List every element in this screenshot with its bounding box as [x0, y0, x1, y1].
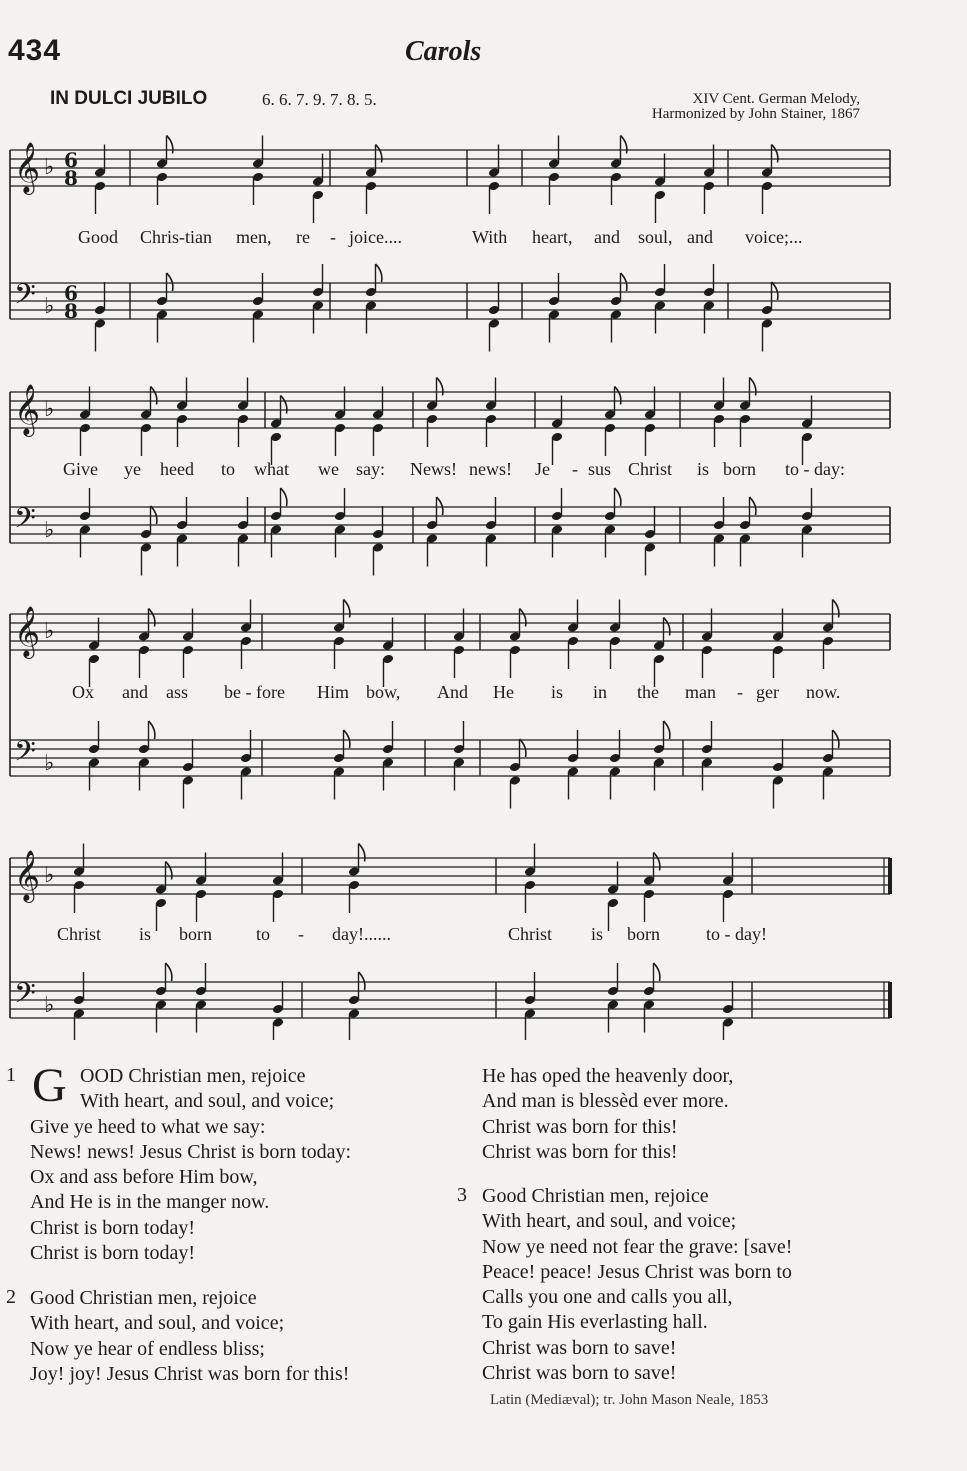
stanza-line: And He is in the manger now.: [30, 1191, 270, 1214]
stanza-line: And man is blessèd ever more.: [482, 1090, 729, 1113]
stanza-line: Christ is born today!: [30, 1216, 195, 1239]
note-flag: [664, 721, 670, 739]
note-flag: [166, 963, 172, 981]
note-flag: [167, 136, 173, 154]
bass-clef-icon: 𝄢: [14, 278, 36, 318]
note-flag: [772, 145, 778, 163]
stanza-line: Christ was born to save!: [482, 1362, 677, 1385]
lyric-syllable: Christ: [628, 459, 673, 479]
lyric-syllable: -: [298, 924, 304, 944]
lyric-syllable: Chris-tian: [140, 227, 212, 247]
stanza-line: News! news! Jesus Christ is born today:: [30, 1140, 352, 1163]
note-flag: [621, 273, 627, 291]
note-flag: [520, 609, 526, 627]
flat-icon: ♭: [44, 619, 55, 644]
lyric-syllable: ass: [166, 682, 188, 702]
lyric-syllable: heed: [160, 459, 194, 479]
lyric-syllable: Good: [78, 227, 118, 247]
note-flag: [520, 739, 526, 757]
treble-clef-icon: 𝄞: [14, 142, 41, 193]
lyric-syllable: bow,: [366, 682, 401, 702]
note-flag: [615, 387, 621, 405]
lyric-syllable: to - day:: [785, 459, 845, 479]
lyric-syllable: is: [551, 682, 564, 702]
lyric-syllable: heart,: [532, 227, 573, 247]
stanza-line: Peace! peace! Jesus Christ was born to: [482, 1260, 792, 1283]
note-flag: [151, 506, 157, 524]
note-flag: [166, 862, 172, 880]
lyric-syllable: is: [697, 459, 710, 479]
note-flag: [281, 488, 287, 506]
lyric-syllable: the: [637, 682, 659, 702]
lyric-syllable: is: [591, 924, 604, 944]
stanza-line: Now ye need not fear the grave: [save!: [482, 1235, 793, 1258]
stanza-1: [30, 1059, 352, 1266]
flat-icon: ♭: [44, 518, 55, 543]
stanza-3-number: 3: [457, 1184, 467, 1206]
lyric-syllable: be - fore: [224, 682, 285, 702]
stanza-line: With heart, and soul, and voice;: [482, 1210, 737, 1233]
lyric-syllable: and: [687, 227, 713, 247]
note-flag: [359, 972, 365, 990]
stanza-line: He has oped the heavenly door,: [482, 1065, 734, 1087]
stanza-1-number: 1: [6, 1064, 16, 1086]
flat-icon: ♭: [44, 294, 55, 319]
lyric-syllable: day!......: [332, 924, 391, 944]
stanza-2-continued: [482, 1064, 733, 1165]
stanza-line: With heart, and soul, and voice;: [80, 1090, 335, 1113]
note-flag: [376, 145, 382, 163]
lyric-syllable: to - day!: [706, 924, 767, 944]
lyric-syllable: With: [472, 227, 508, 247]
bass-clef-icon: 𝄢: [14, 977, 36, 1017]
note-flag: [615, 488, 621, 506]
lyric-syllable: to: [221, 459, 236, 479]
stanza-line: Christ was born for this!: [482, 1140, 678, 1163]
lyric-syllable: men,: [236, 227, 272, 247]
lyric-syllable: and: [594, 227, 620, 247]
meter: 6. 6. 7. 9. 7. 8. 5.: [262, 90, 377, 109]
note-flag: [621, 136, 627, 154]
lyric-syllable: is: [139, 924, 152, 944]
stanza-line: Joy! joy! Jesus Christ was born for this!: [30, 1362, 350, 1385]
bass-clef-icon: 𝄢: [14, 735, 36, 775]
note-flag: [772, 282, 778, 300]
note-flag: [167, 273, 173, 291]
stanza-line: Christ was born to save!: [482, 1336, 677, 1359]
flat-icon: ♭: [44, 993, 55, 1018]
note-flag: [833, 730, 839, 748]
stanza-line: Good Christian men, rejoice: [30, 1287, 257, 1309]
lyric-syllable: News!: [410, 459, 457, 479]
lyric-syllable: born: [723, 459, 756, 479]
harmony-credit: Harmonized by John Stainer, 1867: [651, 106, 860, 122]
note-flag: [654, 963, 660, 981]
note-flag: [149, 721, 155, 739]
note-flag: [750, 378, 756, 396]
lyric-syllable: joice....: [349, 227, 402, 247]
stanza-line: Christ is born today!: [30, 1242, 195, 1265]
section-title: Carols: [405, 36, 482, 67]
melody-credit: XIV Cent. German Melody,: [692, 91, 860, 107]
note-flag: [437, 378, 443, 396]
lyric-syllable: born: [179, 924, 212, 944]
time-signature-bottom: 8: [64, 299, 78, 323]
note-flag: [344, 730, 350, 748]
stanza-line: To gain His everlasting hall.: [482, 1311, 708, 1334]
bass-clef-icon: 𝄢: [14, 502, 36, 542]
lyric-syllable: to: [256, 924, 271, 944]
stanza-line: Now ye hear of endless bliss;: [30, 1337, 265, 1360]
lyric-syllable: Him: [317, 682, 350, 702]
lyric-syllable: ye: [124, 459, 141, 479]
lyric-syllable: Christ: [57, 924, 102, 944]
lyric-syllable: ger: [756, 682, 779, 702]
note-flag: [654, 853, 660, 871]
note-flag: [664, 618, 670, 636]
time-signature-top: 6: [64, 148, 78, 172]
lyric-syllable: we: [318, 459, 339, 479]
hymn-number: 434: [8, 34, 62, 67]
note-flag: [833, 600, 839, 618]
flat-icon: ♭: [44, 397, 55, 422]
lyric-syllable: And: [437, 682, 468, 702]
stanza-line: Christ was born for this!: [482, 1115, 678, 1138]
lyric-syllable: soul,: [638, 227, 673, 247]
treble-clef-icon: 𝄞: [14, 850, 41, 901]
lyric-syllable: born: [627, 924, 660, 944]
treble-clef-icon: 𝄞: [14, 606, 41, 657]
lyric-syllable: news!: [469, 459, 512, 479]
lyric-syllable: re: [296, 227, 310, 247]
final-barline: [888, 858, 892, 894]
lyric-syllable: -: [737, 682, 743, 702]
note-flag: [750, 497, 756, 515]
lyric-syllable: and: [122, 682, 148, 702]
stanza-line: Calls you one and calls you all,: [482, 1286, 733, 1309]
lyric-syllable: -: [572, 459, 578, 479]
lyric-syllable: Christ: [508, 924, 553, 944]
drop-cap: G: [32, 1059, 67, 1112]
time-signature-top: 6: [64, 281, 78, 305]
final-barline: [888, 982, 892, 1018]
lyric-syllable: He: [493, 682, 514, 702]
flat-icon: ♭: [44, 863, 55, 888]
lyric-syllable: man: [685, 682, 716, 702]
stanza-line: OOD Christian men, rejoice: [80, 1065, 306, 1087]
stanza-line: Ox and ass before Him bow,: [30, 1166, 258, 1189]
note-flag: [281, 396, 287, 414]
note-flag: [149, 609, 155, 627]
lyric-syllable: Ox: [72, 682, 94, 702]
tune-name: IN DULCI JUBILO: [50, 88, 208, 109]
lyric-syllable: now.: [806, 682, 841, 702]
flat-icon: ♭: [44, 155, 55, 180]
stanza-2-number: 2: [6, 1286, 16, 1308]
note-flag: [344, 600, 350, 618]
stanza-2: [30, 1286, 349, 1387]
time-signature-bottom: 8: [64, 166, 78, 190]
note-flag: [376, 264, 382, 282]
lyric-syllable: sus: [588, 459, 612, 479]
stanza-line: Good Christian men, rejoice: [482, 1185, 709, 1207]
lyric-syllable: what: [254, 459, 289, 479]
note-flag: [151, 387, 157, 405]
note-flag: [437, 497, 443, 515]
lyric-syllable: Je: [535, 459, 550, 479]
lyric-syllable: say:: [356, 459, 385, 479]
treble-clef-icon: 𝄞: [14, 384, 41, 435]
stanza-line: Give ye heed to what we say:: [30, 1115, 266, 1138]
text-credit: Latin (Mediæval); tr. John Mason Neale, 1853: [490, 1392, 769, 1408]
flat-icon: ♭: [44, 751, 55, 776]
lyric-syllable: voice;...: [745, 227, 803, 247]
stanza-line: With heart, and soul, and voice;: [30, 1312, 285, 1335]
stanza-3: [482, 1184, 792, 1386]
lyric-syllable: in: [593, 682, 608, 702]
lyric-syllable: -: [330, 227, 336, 247]
note-flag: [359, 844, 365, 862]
lyric-syllable: Give: [63, 459, 98, 479]
